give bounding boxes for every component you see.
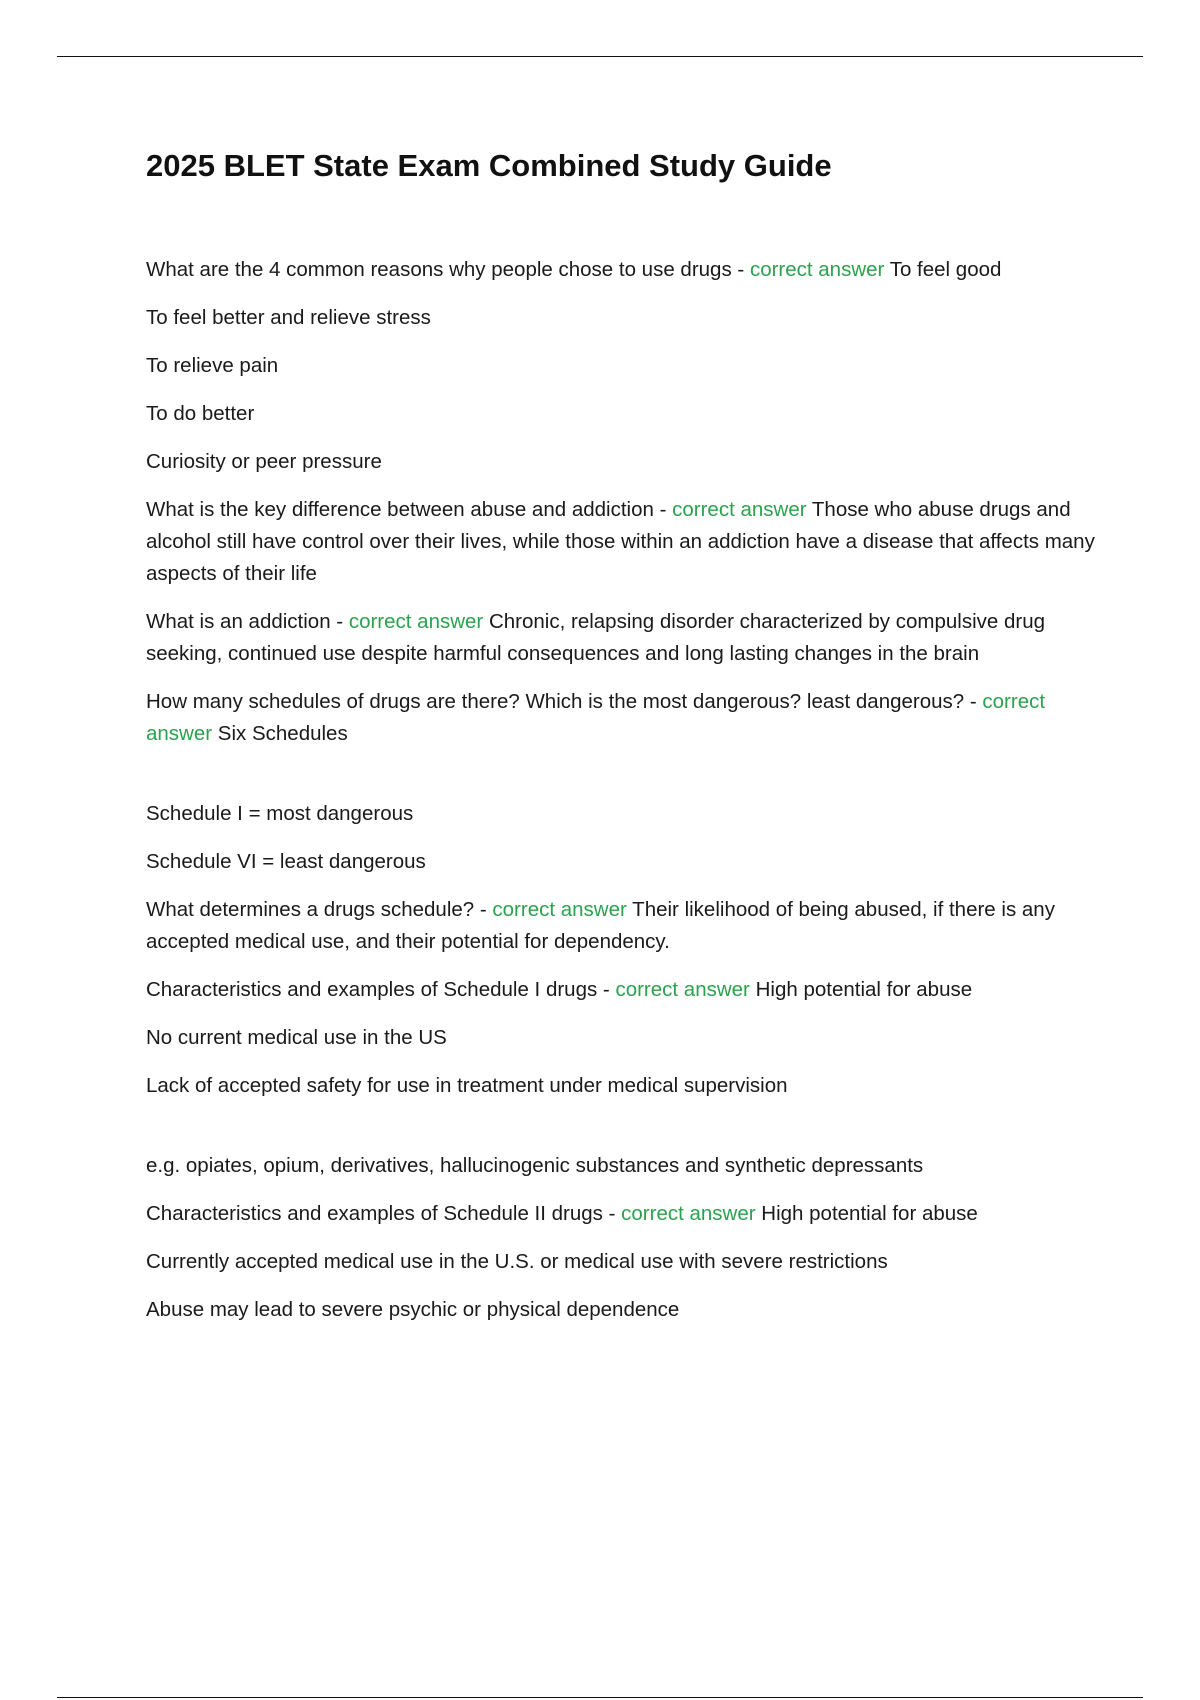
answer-label: correct answer xyxy=(615,978,750,1001)
list-item: Lack of accepted safety for use in treatment under medical supervision xyxy=(146,1074,788,1097)
list-item: Schedule I = most dangerous xyxy=(146,802,414,825)
qa-item xyxy=(146,494,1096,590)
answer-text: Six Schedules xyxy=(217,722,348,745)
list-item: To feel better and relieve stress xyxy=(146,306,431,329)
document-title: 2025 BLET State Exam Combined Study Guide xyxy=(146,148,832,183)
question-text: How many schedules of drugs are there? Which is the most dangerous? least dangerous? xyxy=(146,690,965,713)
list-item: Curiosity or peer pressure xyxy=(146,450,382,473)
answer-separator: - xyxy=(653,498,673,521)
answer-label: correct answer xyxy=(749,258,885,281)
answer-text: High potential for abuse xyxy=(761,1202,978,1225)
question-text: What determines a drugs schedule? xyxy=(146,898,475,921)
document-body xyxy=(146,254,1096,1342)
answer-separator: - xyxy=(602,1202,622,1225)
answer-text: Those who abuse drugs and alcohol still have control over their lives, while those within an addiction have a disease that affects many aspects of their life xyxy=(146,498,1095,585)
answer-text: High potential for abuse xyxy=(755,978,973,1001)
qa-item xyxy=(146,606,1096,670)
answer-separator: - xyxy=(330,610,349,633)
answer-separator: - xyxy=(474,898,493,921)
list-item: To relieve pain xyxy=(146,354,279,377)
answer-label: correct answer xyxy=(146,690,1046,745)
list-item: Schedule VI = least dangerous xyxy=(146,850,426,873)
question-text: What are the 4 common reasons why people chose to use drugs xyxy=(146,258,732,281)
answer-label: correct answer xyxy=(621,1202,756,1225)
answer-text: Chronic, relapsing disorder characterized by compulsive drug seeking, continued use despite harmful consequences and long lasting changes in the brain xyxy=(146,610,1046,665)
answer-label: correct answer xyxy=(348,610,484,633)
answer-separator: - xyxy=(964,690,983,713)
qa-item xyxy=(146,254,1096,286)
question-text: Characteristics and examples of Schedule II drugs xyxy=(146,1202,603,1225)
qa-item xyxy=(146,894,1096,958)
question-text: Characteristics and examples of Schedule I drugs xyxy=(146,978,598,1001)
answer-label: correct answer xyxy=(492,898,627,921)
list-item: To do better xyxy=(146,402,255,425)
answer-text: To feel good xyxy=(889,258,1002,281)
footer-rule xyxy=(57,1697,1143,1698)
qa-item xyxy=(146,1198,1096,1230)
list-item: Abuse may lead to severe psychic or physical dependence xyxy=(146,1298,680,1321)
question-text: What is an addiction xyxy=(146,610,331,633)
answer-separator: - xyxy=(731,258,750,281)
question-text: What is the key difference between abuse and addiction xyxy=(146,498,654,521)
answer-label: correct answer xyxy=(672,498,807,521)
answer-separator: - xyxy=(597,978,616,1001)
list-item: e.g. opiates, opium, derivatives, hallucinogenic substances and synthetic depressants xyxy=(146,1154,924,1177)
qa-item xyxy=(146,974,1096,1006)
list-item: Currently accepted medical use in the U.S. or medical use with severe restrictions xyxy=(146,1250,888,1273)
list-item: No current medical use in the US xyxy=(146,1026,447,1049)
header-rule xyxy=(57,56,1143,57)
qa-item xyxy=(146,686,1096,750)
answer-text: Their likelihood of being abused, if there is any accepted medical use, and their potential for dependency. xyxy=(146,898,1055,953)
